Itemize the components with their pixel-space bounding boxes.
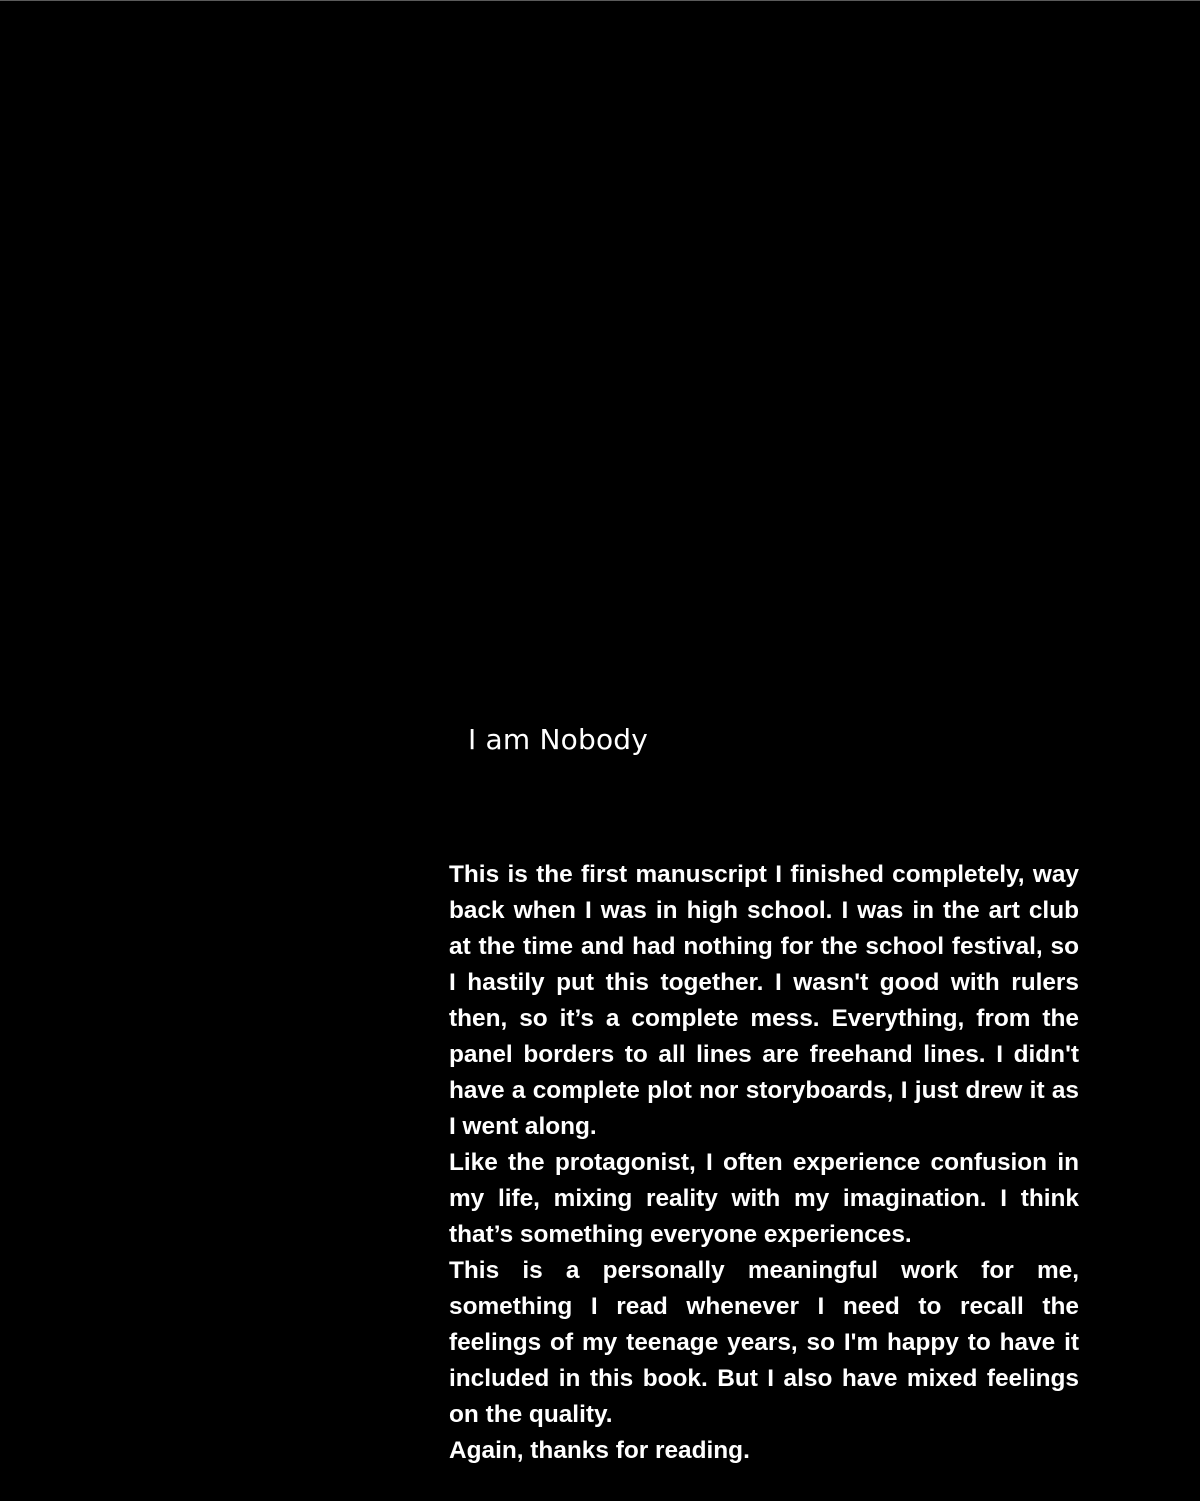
page-title: I am Nobody bbox=[468, 723, 649, 756]
paragraph-1: This is the first manuscript I finished completely, way back when I was in high school. I was in the art club at the time and had nothing for the school festival, so I hastily put this together. I wasn't good with rulers then, so it’s a complete mess. Everything, from the panel borders to all lines are freehand lines. I didn't have a complete plot nor storyboards, I just drew it as I went along. bbox=[449, 861, 1079, 1140]
page bbox=[0, 1, 1200, 1501]
paragraph-3: This is a personally meaningful work for me, something I read whenever I need to recall the feelings of my teenage years, so I'm happy to have it included in this book. But I also have mixed feelings on the quality. bbox=[449, 1257, 1079, 1428]
paragraph-2: Like the protagonist, I often experience confusion in my life, mixing reality with my imagination. I think that’s something everyone experiences. bbox=[449, 1149, 1079, 1248]
paragraph-4: Again, thanks for reading. bbox=[449, 1437, 750, 1464]
afterword-text bbox=[449, 857, 1079, 1469]
